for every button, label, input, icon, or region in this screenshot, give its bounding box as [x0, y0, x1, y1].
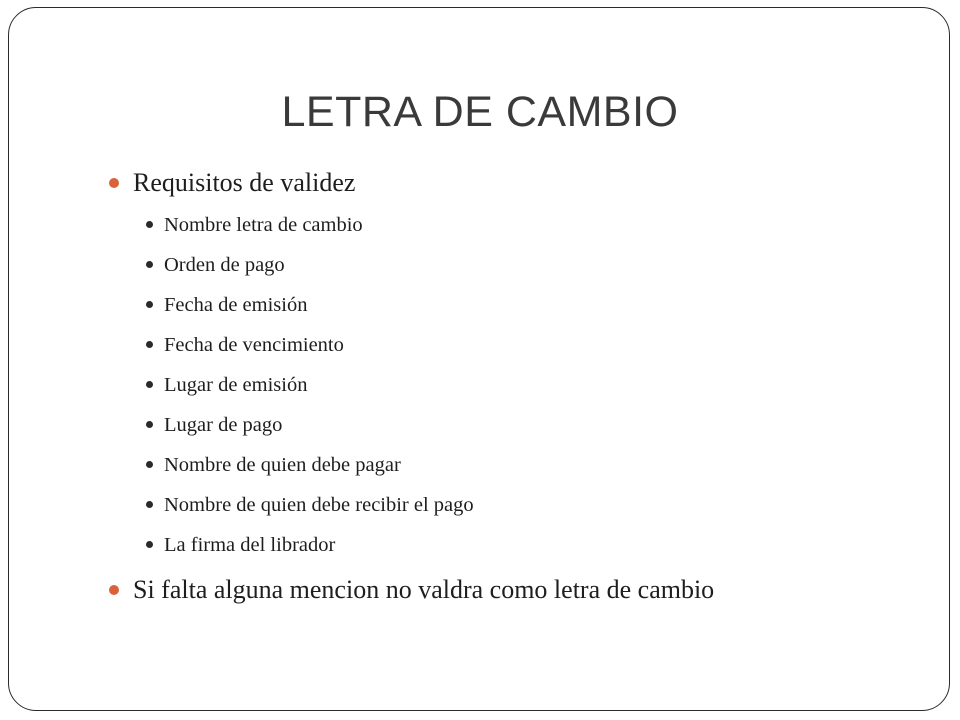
sub-bullet-dot-icon: [146, 221, 153, 228]
sub-bullet-text: Nombre letra de cambio: [164, 214, 363, 236]
sub-bullet-dot-icon: [146, 461, 153, 468]
sub-bullet-dot-icon: [146, 541, 153, 548]
bullet-item-si-falta: [133, 575, 714, 605]
bullet-dot-icon: [109, 178, 119, 188]
sub-bullet-text: Nombre de quien debe recibir el pago: [164, 494, 474, 516]
bullet-text: Requisitos de validez: [133, 168, 356, 197]
sub-bullet-text: Lugar de pago: [164, 414, 283, 436]
sub-bullet-text: Fecha de emisión: [164, 294, 308, 316]
sub-bullet-text: Orden de pago: [164, 254, 285, 276]
sub-bullet-item: [164, 533, 335, 557]
sub-bullet-item: [164, 253, 285, 277]
bullet-item-requisitos: [133, 168, 355, 198]
bullet-dot-icon: [109, 585, 119, 595]
slide-frame: [8, 7, 950, 711]
sub-bullet-dot-icon: [146, 421, 153, 428]
sub-bullet-text: Fecha de vencimiento: [164, 334, 344, 356]
sub-bullet-item: [164, 493, 474, 517]
sub-bullet-item: [164, 333, 344, 357]
sub-bullet-dot-icon: [146, 381, 153, 388]
sub-bullet-item: [164, 213, 363, 237]
sub-bullet-text: La firma del librador: [164, 534, 336, 556]
bullet-list: [9, 8, 951, 712]
sub-bullet-dot-icon: [146, 301, 153, 308]
sub-bullet-item: [164, 373, 307, 397]
bullet-text: Si falta alguna mencion no valdra como letra de cambio: [133, 575, 715, 604]
sub-bullet-item: [164, 293, 307, 317]
sub-bullet-dot-icon: [146, 261, 153, 268]
sub-bullet-item: [164, 413, 282, 437]
sub-bullet-text: Lugar de emisión: [164, 374, 308, 396]
slide-title: LETRA DE CAMBIO: [281, 88, 679, 136]
sub-bullet-text: Nombre de quien debe pagar: [164, 454, 401, 476]
sub-bullet-dot-icon: [146, 341, 153, 348]
sub-bullet-dot-icon: [146, 501, 153, 508]
sub-bullet-item: [164, 453, 401, 477]
